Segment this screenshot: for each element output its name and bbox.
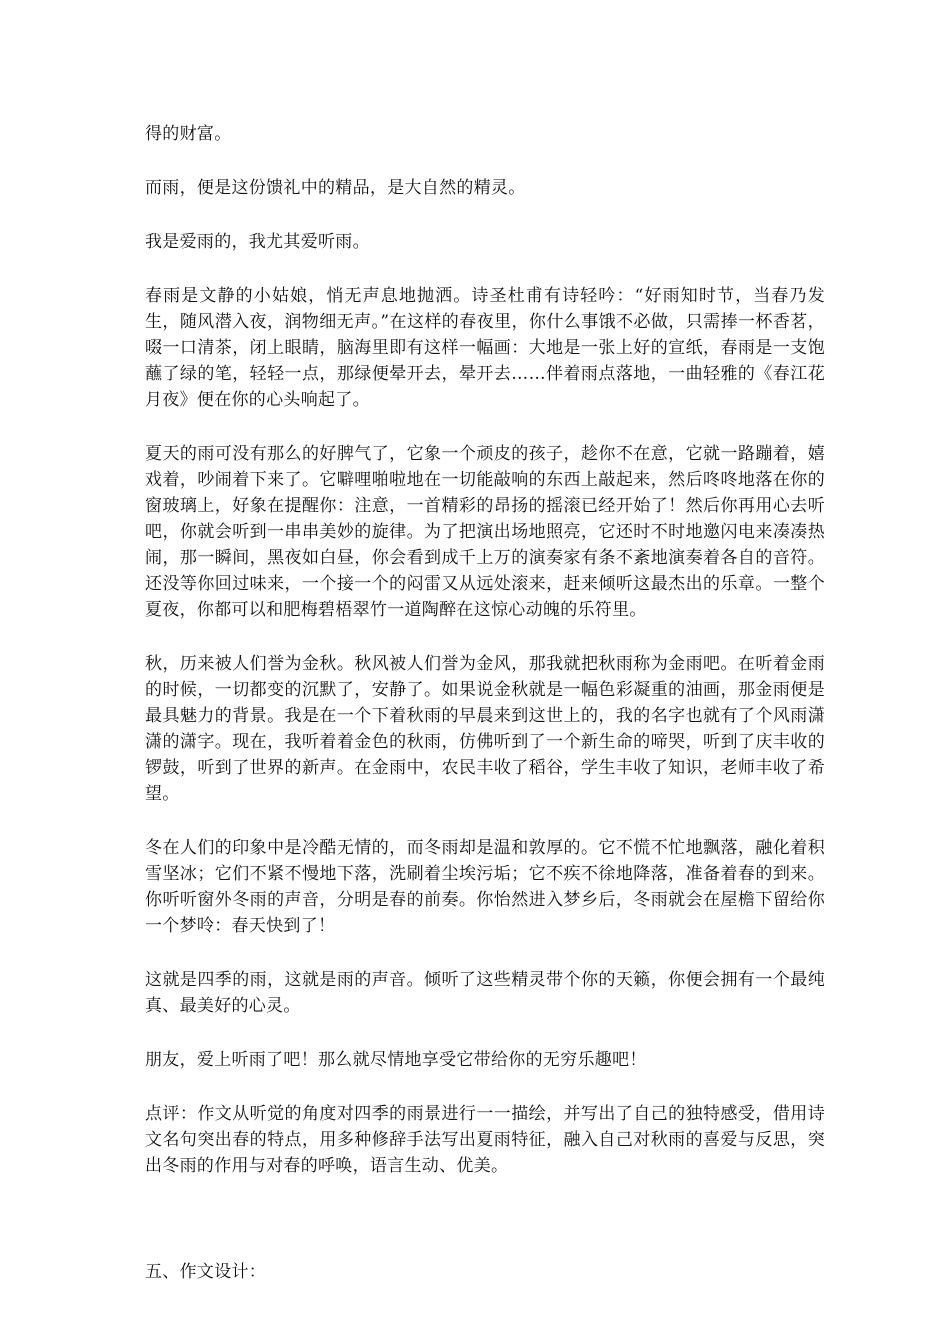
paragraph-winter-rain: 冬在人们的印象中是冷酷无情的，而冬雨却是温和敦厚的。它不慌不忙地飘落，融化着积雪坚冰；它们不紧不慢地下落，洗刷着尘埃污垢；它不疾不徐地降落，准备着春的到来。你听听窗外冬雨的声音，分明是春的前奏。你怡然进入梦乡后，冬雨就会在屋檐下留给你一个梦呤：春天快到了！ [145, 838, 825, 936]
document-page [145, 121, 825, 1285]
paragraph-closing: 朋友，爱上听雨了吧！那么就尽情地享受它带给你的无穷乐趣吧！ [145, 1050, 647, 1070]
paragraph-summer-rain: 夏天的雨可没有那么的好脾气了，它象一个顽皮的孩子，趁你不在意，它就一路蹦着，嬉戏着，吵闹着下来了。它噼哩啪啦地在一切能敲响的东西上敲起来，然后咚咚地落在你的窗玻璃上，好象在提醒你：注意，一首精彩的昂扬的摇滚已经开始了！然后你再用心去听吧，你就会听到一串串美妙的旋律。为了把演出场地照亮，它还时不时地邀闪电来凑凑热闹，那一瞬间，黑夜如白昼，你会看到成千上万的演奏家有条不紊地演奏着各自的音符。还没等你回过味来，一个接一个的闷雷又从远处滚来，赶来倾听这最杰出的乐章。一整个夏夜，你都可以和肥梅碧梧翠竹一道陶醉在这惊心动魄的乐符里。 [145, 444, 825, 620]
paragraph-commentary: 点评：作文从听觉的角度对四季的雨景进行一一描绘，并写出了自己的独特感受，借用诗文名句突出春的特点，用多种修辞手法写出夏雨特征，融入自己对秋雨的喜爱与反思，突出冬雨的作用与对春的呼唤，语言生动、优美。 [145, 1104, 825, 1176]
paragraph-four-seasons: 这就是四季的雨，这就是雨的声音。倾听了这些精灵带个你的天籁，你便会拥有一个最纯真、最美好的心灵。 [145, 970, 825, 1016]
paragraph-autumn-rain: 秋，历来被人们誉为金秋。秋风被人们誉为金风，那我就把秋雨称为金雨吧。在听着金雨的时候，一切都变的沉默了，安静了。如果说金秋就是一幅色彩凝重的油画，那金雨便是最具魅力的背景。我是在一个下着秋雨的早晨来到这世上的，我的名字也就有了个风雨潇潇的潇字。现在，我听着着金色的秋雨，仿佛听到了一个新生命的啼哭，听到了庆丰收的锣鼓，听到了世界的新声。在金雨中，农民丰收了稻谷，学生丰收了知识，老师丰收了希望。 [145, 654, 825, 804]
paragraph-rain-gift: 而雨，便是这份馈礼中的精品，是大自然的精灵。 [145, 178, 526, 198]
paragraph-love-rain: 我是爱雨的，我尤其爱听雨。 [145, 232, 370, 252]
paragraph-ending-fragment: 得的财富。 [145, 124, 232, 144]
paragraph-spring-rain: 春雨是文静的小姑娘，悄无声息地抛洒。诗圣杜甫有诗轻吟：“好雨知时节，当春乃发生，随风潜入夜，润物细无声。”在这样的春夜里，你什么事饿不必做，只需捧一杯香茗，啜一口清茶，闭上眼睛，脑海里即有这样一幅画：大地是一张上好的宣纸，春雨是一支饱蘸了绿的笔，轻轻一点，那绿便晕开去，晕开去……伴着雨点落地，一曲轻雅的《春江花月夜》便在你的心头响起了。 [145, 286, 825, 410]
section-heading: 五、作文设计： [145, 1262, 267, 1282]
